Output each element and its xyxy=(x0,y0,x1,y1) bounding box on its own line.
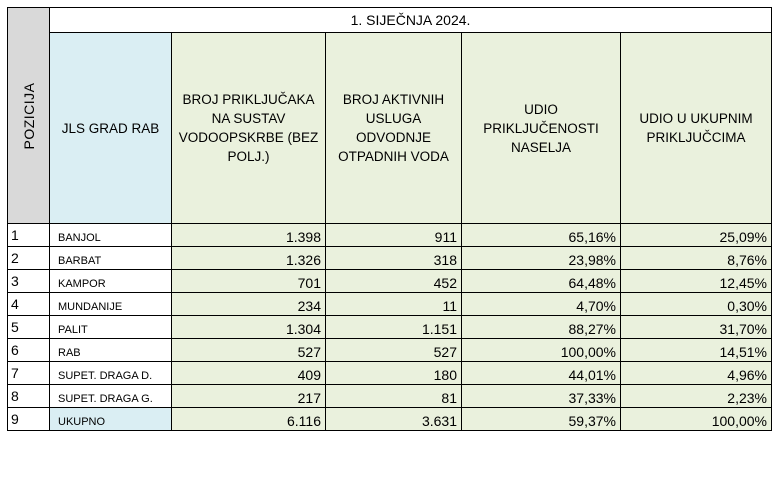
row-name: MUNDANIJE xyxy=(50,293,172,316)
row-active: 527 xyxy=(326,339,462,362)
total-share-settlement: 59,37% xyxy=(462,408,621,431)
connections-column-header: BROJ PRIKLJUČAKA NA SUSTAV VODOOPSKRBE (BEZ POLJ.) xyxy=(172,33,326,224)
row-position: 7 xyxy=(8,362,50,385)
name-column-header: JLS GRAD RAB xyxy=(50,33,172,224)
row-name: BANJOL xyxy=(50,224,172,247)
row-active: 1.151 xyxy=(326,316,462,339)
row-share-total: 8,76% xyxy=(621,247,772,270)
row-position: 4 xyxy=(8,293,50,316)
total-row xyxy=(8,408,772,431)
date-header: 1. SIJEČNJA 2024. xyxy=(50,8,772,33)
row-share-settlement: 88,27% xyxy=(462,316,621,339)
row-position: 3 xyxy=(8,270,50,293)
row-connections: 234 xyxy=(172,293,326,316)
row-name: SUPET. DRAGA D. xyxy=(50,362,172,385)
table-row xyxy=(8,385,772,408)
row-active: 911 xyxy=(326,224,462,247)
row-share-settlement: 100,00% xyxy=(462,339,621,362)
row-connections: 1.398 xyxy=(172,224,326,247)
table-row xyxy=(8,247,772,270)
row-position: 6 xyxy=(8,339,50,362)
row-share-settlement: 44,01% xyxy=(462,362,621,385)
row-position: 2 xyxy=(8,247,50,270)
total-connections: 6.116 xyxy=(172,408,326,431)
row-share-total: 4,96% xyxy=(621,362,772,385)
settlement-share-column-header: UDIO PRIKLJUČENOSTI NASELJA xyxy=(462,33,621,224)
water-connections-table xyxy=(7,7,772,431)
active-services-column-header: BROJ AKTIVNIH USLUGA ODVODNJE OTPADNIH VODA xyxy=(326,33,462,224)
row-name: KAMPOR xyxy=(50,270,172,293)
row-share-settlement: 64,48% xyxy=(462,270,621,293)
row-share-total: 0,30% xyxy=(621,293,772,316)
row-position: 1 xyxy=(8,224,50,247)
total-share-total: 100,00% xyxy=(621,408,772,431)
row-name: RAB xyxy=(50,339,172,362)
position-header xyxy=(8,8,50,224)
table-row xyxy=(8,362,772,385)
row-connections: 701 xyxy=(172,270,326,293)
row-connections: 1.326 xyxy=(172,247,326,270)
row-connections: 1.304 xyxy=(172,316,326,339)
row-share-settlement: 37,33% xyxy=(462,385,621,408)
table-row xyxy=(8,224,772,247)
total-share-column-header: UDIO U UKUPNIM PRIKLJUČCIMA xyxy=(621,33,772,224)
table-row xyxy=(8,293,772,316)
total-name: UKUPNO xyxy=(50,408,172,431)
row-connections: 527 xyxy=(172,339,326,362)
row-active: 452 xyxy=(326,270,462,293)
row-share-settlement: 23,98% xyxy=(462,247,621,270)
row-connections: 409 xyxy=(172,362,326,385)
row-active: 318 xyxy=(326,247,462,270)
row-active: 11 xyxy=(326,293,462,316)
position-header-label: POZICIJA xyxy=(20,81,37,150)
row-share-settlement: 4,70% xyxy=(462,293,621,316)
row-share-total: 25,09% xyxy=(621,224,772,247)
table-row xyxy=(8,316,772,339)
row-active: 180 xyxy=(326,362,462,385)
row-position: 8 xyxy=(8,385,50,408)
row-active: 81 xyxy=(326,385,462,408)
row-name: PALIT xyxy=(50,316,172,339)
table-row xyxy=(8,270,772,293)
total-position: 9 xyxy=(8,408,50,431)
row-share-total: 14,51% xyxy=(621,339,772,362)
table-body xyxy=(8,224,772,408)
row-share-total: 2,23% xyxy=(621,385,772,408)
row-share-total: 12,45% xyxy=(621,270,772,293)
row-name: SUPET. DRAGA G. xyxy=(50,385,172,408)
row-connections: 217 xyxy=(172,385,326,408)
table-row xyxy=(8,339,772,362)
row-name: BARBAT xyxy=(50,247,172,270)
row-share-total: 31,70% xyxy=(621,316,772,339)
row-position: 5 xyxy=(8,316,50,339)
row-share-settlement: 65,16% xyxy=(462,224,621,247)
total-active: 3.631 xyxy=(326,408,462,431)
